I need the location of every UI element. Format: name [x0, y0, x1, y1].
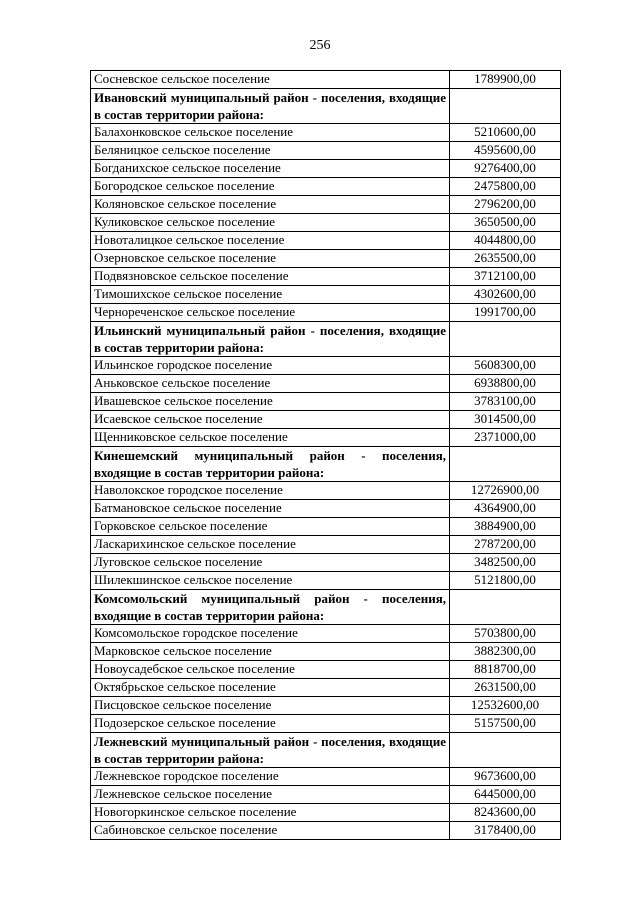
settlement-name: Тимошихское сельское поселение — [91, 286, 450, 304]
empty-value-cell — [450, 322, 561, 357]
amount-value: 3882300,00 — [450, 643, 561, 661]
table-row — [91, 71, 561, 89]
table-row — [91, 643, 561, 661]
table-row — [91, 500, 561, 518]
table-row — [91, 160, 561, 178]
settlement-name: Наволокское городское поселение — [91, 482, 450, 500]
settlement-name: Куликовское сельское поселение — [91, 214, 450, 232]
table-row — [91, 822, 561, 840]
table-row — [91, 697, 561, 715]
amount-value: 3178400,00 — [450, 822, 561, 840]
amount-value: 5608300,00 — [450, 357, 561, 375]
settlement-name: Ивашевское сельское поселение — [91, 393, 450, 411]
amount-value: 5157500,00 — [450, 715, 561, 733]
amount-value: 4044800,00 — [450, 232, 561, 250]
amount-value: 2475800,00 — [450, 178, 561, 196]
amount-value: 5121800,00 — [450, 572, 561, 590]
amount-value: 3482500,00 — [450, 554, 561, 572]
amount-value: 3884900,00 — [450, 518, 561, 536]
settlement-name: Подозерское сельское поселение — [91, 715, 450, 733]
table-row — [91, 375, 561, 393]
table-row — [91, 661, 561, 679]
table-row — [91, 554, 561, 572]
amount-value: 4595600,00 — [450, 142, 561, 160]
table-row — [91, 482, 561, 500]
amount-value: 4364900,00 — [450, 500, 561, 518]
district-header: Лежневский муниципальный район - поселения, входящие в состав территории района: — [91, 733, 450, 768]
amount-value: 9673600,00 — [450, 768, 561, 786]
amount-value: 2371000,00 — [450, 429, 561, 447]
amount-value: 6445000,00 — [450, 786, 561, 804]
settlement-name: Октябрьское сельское поселение — [91, 679, 450, 697]
district-header-row — [91, 89, 561, 124]
table-row — [91, 804, 561, 822]
table-row — [91, 411, 561, 429]
district-header: Кинешемский муниципальный район - поселения, входящие в состав территории района: — [91, 447, 450, 482]
table-row — [91, 429, 561, 447]
amount-value: 2631500,00 — [450, 679, 561, 697]
table-row — [91, 232, 561, 250]
settlement-name: Новоталицкое сельское поселение — [91, 232, 450, 250]
settlement-name: Исаевское сельское поселение — [91, 411, 450, 429]
amount-value: 3712100,00 — [450, 268, 561, 286]
table-row — [91, 124, 561, 142]
amount-value: 1789900,00 — [450, 71, 561, 89]
district-header-row — [91, 733, 561, 768]
settlement-name: Коляновское сельское поселение — [91, 196, 450, 214]
table-row — [91, 572, 561, 590]
amount-value: 2796200,00 — [450, 196, 561, 214]
district-header-row — [91, 447, 561, 482]
settlement-name: Батмановское сельское поселение — [91, 500, 450, 518]
settlement-name: Лежневское сельское поселение — [91, 786, 450, 804]
amount-value: 3783100,00 — [450, 393, 561, 411]
amount-value: 2787200,00 — [450, 536, 561, 554]
settlement-name: Комсомольское городское поселение — [91, 625, 450, 643]
settlement-name: Сабиновское сельское поселение — [91, 822, 450, 840]
table-row — [91, 268, 561, 286]
settlement-name: Лежневское городское поселение — [91, 768, 450, 786]
settlement-name: Новоусадебское сельское поселение — [91, 661, 450, 679]
settlement-name: Шилекшинское сельское поселение — [91, 572, 450, 590]
amount-value: 8243600,00 — [450, 804, 561, 822]
settlement-name: Озерновское сельское поселение — [91, 250, 450, 268]
settlement-name: Богородское сельское поселение — [91, 178, 450, 196]
district-header-row — [91, 590, 561, 625]
settlement-name: Богданихское сельское поселение — [91, 160, 450, 178]
empty-value-cell — [450, 733, 561, 768]
empty-value-cell — [450, 447, 561, 482]
table-row — [91, 286, 561, 304]
table-row — [91, 214, 561, 232]
amount-value: 5210600,00 — [450, 124, 561, 142]
budget-table — [90, 70, 561, 840]
table-row — [91, 304, 561, 322]
table-row — [91, 715, 561, 733]
table-row — [91, 142, 561, 160]
district-header: Ивановский муниципальный район - поселения, входящие в состав территории района: — [91, 89, 450, 124]
settlement-name: Сосневское сельское поселение — [91, 71, 450, 89]
amount-value: 12532600,00 — [450, 697, 561, 715]
empty-value-cell — [450, 89, 561, 124]
district-header-row — [91, 322, 561, 357]
amount-value: 5703800,00 — [450, 625, 561, 643]
settlement-name: Ильинское городское поселение — [91, 357, 450, 375]
settlement-name: Марковское сельское поселение — [91, 643, 450, 661]
table-row — [91, 786, 561, 804]
amount-value: 2635500,00 — [450, 250, 561, 268]
table-row — [91, 625, 561, 643]
table-row — [91, 357, 561, 375]
empty-value-cell — [450, 590, 561, 625]
amount-value: 4302600,00 — [450, 286, 561, 304]
amount-value: 8818700,00 — [450, 661, 561, 679]
amount-value: 1991700,00 — [450, 304, 561, 322]
amount-value: 3014500,00 — [450, 411, 561, 429]
page-number: 256 — [309, 38, 331, 53]
district-header: Комсомольский муниципальный район - поселения, входящие в состав территории района: — [91, 590, 450, 625]
table-row — [91, 768, 561, 786]
amount-value: 6938800,00 — [450, 375, 561, 393]
amount-value: 3650500,00 — [450, 214, 561, 232]
settlement-name: Балахонковское сельское поселение — [91, 124, 450, 142]
table-row — [91, 178, 561, 196]
table-row — [91, 679, 561, 697]
settlement-name: Беляницкое сельское поселение — [91, 142, 450, 160]
table-row — [91, 536, 561, 554]
table-row — [91, 250, 561, 268]
settlement-name: Писцовское сельское поселение — [91, 697, 450, 715]
amount-value: 9276400,00 — [450, 160, 561, 178]
settlement-name: Чернореченское сельское поселение — [91, 304, 450, 322]
settlement-name: Горковское сельское поселение — [91, 518, 450, 536]
settlement-name: Новогоркинское сельское поселение — [91, 804, 450, 822]
amount-value: 12726900,00 — [450, 482, 561, 500]
district-header: Ильинский муниципальный район - поселения, входящие в состав территории района: — [91, 322, 450, 357]
settlement-name: Аньковское сельское поселение — [91, 375, 450, 393]
table-row — [91, 518, 561, 536]
settlement-name: Луговское сельское поселение — [91, 554, 450, 572]
settlement-name: Щенниковское сельское поселение — [91, 429, 450, 447]
table-row — [91, 393, 561, 411]
settlement-name: Подвязновское сельское поселение — [91, 268, 450, 286]
settlement-name: Ласкарихинское сельское поселение — [91, 536, 450, 554]
table-row — [91, 196, 561, 214]
